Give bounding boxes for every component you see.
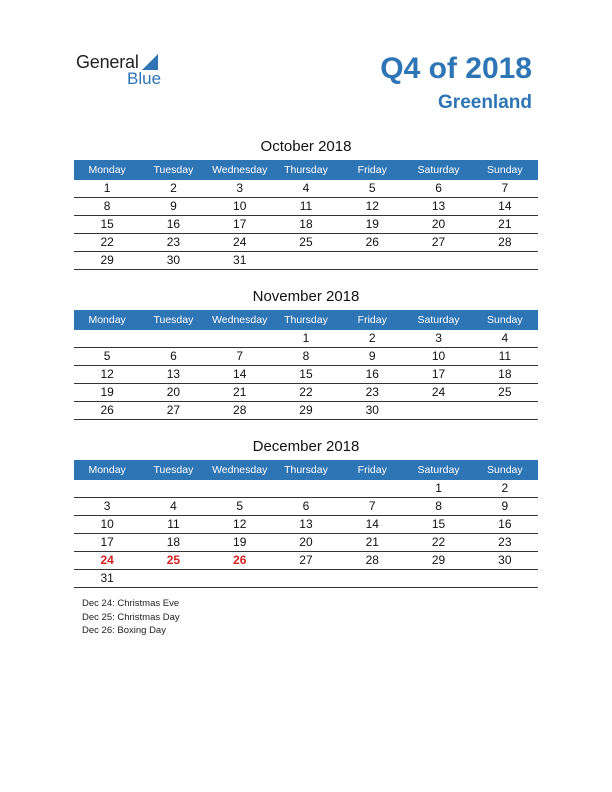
day-cell: 28 — [498, 235, 512, 249]
day-cell — [140, 330, 206, 347]
day-cell — [472, 402, 538, 419]
day-cell — [74, 480, 140, 497]
month-title: November 2018 — [252, 288, 360, 305]
day-cell: 29 — [100, 253, 114, 267]
day-cell: 3 — [435, 331, 442, 345]
day-cell: 21 — [365, 535, 379, 549]
weekday-label: Wednesday — [212, 164, 268, 176]
week-row — [74, 384, 538, 402]
day-cell: 4 — [170, 499, 177, 513]
holiday-day-cell: 25 — [166, 553, 181, 567]
day-cell: 5 — [236, 499, 244, 513]
day-cell: 28 — [365, 553, 379, 567]
month-title: October 2018 — [260, 138, 352, 155]
day-cell: 23 — [166, 235, 181, 249]
day-cell: 19 — [100, 385, 114, 399]
page-subtitle: Greenland — [438, 92, 532, 113]
day-cell: 19 — [365, 217, 379, 231]
week-row — [74, 198, 538, 216]
day-cell: 4 — [302, 181, 310, 195]
month-december — [74, 436, 538, 588]
holiday-note: Dec 26: Boxing Day — [82, 625, 166, 636]
logo — [76, 52, 186, 92]
month-october — [74, 136, 538, 270]
day-cell: 10 — [100, 517, 114, 531]
day-cell: 7 — [236, 349, 244, 363]
week-row — [74, 366, 538, 384]
week-row — [74, 402, 538, 420]
day-cell: 12 — [233, 517, 247, 531]
day-cell: 23 — [498, 535, 512, 549]
week-row — [74, 330, 538, 348]
day-cell: 8 — [435, 499, 442, 513]
day-cell: 17 — [233, 217, 247, 231]
day-cell: 30 — [166, 253, 181, 267]
holiday-note: Dec 24: Christmas Eve — [82, 598, 180, 609]
day-cell: 9 — [501, 499, 509, 513]
day-cell: 15 — [100, 217, 114, 231]
weekday-label: Thursday — [284, 464, 328, 476]
week-row — [74, 234, 538, 252]
day-cell: 12 — [365, 199, 379, 213]
day-cell: 13 — [166, 367, 181, 381]
weekday-label: Wednesday — [212, 314, 268, 326]
month-title: December 2018 — [252, 438, 360, 455]
day-cell: 21 — [233, 385, 247, 399]
day-cell: 30 — [365, 403, 379, 417]
day-cell — [207, 330, 273, 347]
weekday-label: Sunday — [487, 164, 523, 176]
day-cell: 18 — [498, 367, 512, 381]
day-cell: 11 — [167, 517, 180, 531]
day-cell: 27 — [299, 553, 313, 567]
day-cell: 15 — [299, 367, 313, 381]
day-cell: 31 — [233, 253, 247, 267]
day-cell — [140, 480, 206, 497]
week-row — [74, 216, 538, 234]
day-cell — [339, 252, 405, 269]
day-cell: 27 — [431, 235, 446, 249]
weekday-header — [74, 460, 538, 480]
day-cell: 26 — [365, 235, 379, 249]
weekday-label: Saturday — [417, 314, 460, 326]
week-row — [74, 180, 538, 198]
day-cell: 28 — [233, 403, 247, 417]
day-cell: 17 — [431, 367, 446, 381]
day-cell — [405, 570, 471, 587]
day-cell: 29 — [299, 403, 313, 417]
day-cell: 22 — [299, 385, 313, 399]
day-cell: 5 — [368, 181, 376, 195]
day-cell: 19 — [233, 535, 247, 549]
day-cell: 27 — [166, 403, 181, 417]
day-cell: 8 — [103, 199, 111, 213]
weekday-label: Saturday — [417, 164, 460, 176]
day-cell: 1 — [302, 331, 310, 345]
holiday-notes — [82, 597, 180, 638]
weekday-label: Wednesday — [212, 464, 268, 476]
weekday-label: Monday — [88, 314, 126, 326]
day-cell — [273, 570, 339, 587]
weekday-label: Sunday — [487, 464, 523, 476]
day-cell: 12 — [100, 367, 114, 381]
day-cell: 17 — [100, 535, 114, 549]
weekday-header — [74, 160, 538, 180]
weekday-label: Tuesday — [153, 164, 194, 176]
day-cell: 22 — [100, 235, 114, 249]
day-cell: 6 — [435, 181, 442, 195]
day-cell: 31 — [100, 571, 114, 585]
month-november — [74, 286, 538, 420]
day-cell: 11 — [498, 349, 512, 363]
page-title: Q4 of 2018 — [380, 52, 532, 85]
day-cell: 24 — [233, 235, 247, 249]
day-cell — [207, 570, 273, 587]
holiday-note: Dec 25: Christmas Day — [82, 611, 180, 623]
day-cell: 4 — [501, 331, 509, 345]
day-cell: 21 — [498, 217, 512, 231]
day-cell: 16 — [365, 367, 379, 381]
day-cell: 30 — [498, 553, 512, 567]
day-cell: 18 — [299, 217, 313, 231]
day-cell: 25 — [498, 385, 512, 399]
weekday-label: Tuesday — [153, 314, 194, 326]
day-cell: 2 — [368, 331, 376, 345]
day-cell: 6 — [302, 499, 310, 513]
day-cell: 6 — [170, 349, 177, 363]
day-cell: 16 — [166, 217, 181, 231]
day-cell: 29 — [431, 553, 446, 567]
day-cell: 7 — [368, 499, 376, 513]
weekday-label: Saturday — [417, 464, 460, 476]
day-cell: 23 — [365, 385, 379, 399]
week-row — [74, 570, 538, 588]
logo-blue-text: Blue — [127, 69, 162, 88]
weekday-label: Thursday — [284, 314, 328, 326]
day-cell: 5 — [103, 349, 111, 363]
day-cell: 1 — [435, 481, 442, 495]
weekday-label: Friday — [357, 464, 387, 476]
day-cell — [405, 252, 471, 269]
weekday-label: Thursday — [284, 164, 328, 176]
day-cell: 9 — [368, 349, 376, 363]
day-cell: 26 — [100, 403, 114, 417]
week-row — [74, 348, 538, 366]
day-cell: 7 — [501, 181, 509, 195]
week-row — [74, 498, 538, 516]
day-cell: 14 — [365, 517, 379, 531]
day-cell — [472, 252, 538, 269]
weekday-header — [74, 310, 538, 330]
day-cell — [140, 570, 206, 587]
week-row — [74, 480, 538, 498]
day-cell: 20 — [166, 385, 181, 399]
day-cell: 16 — [498, 517, 512, 531]
weekday-label: Friday — [357, 164, 387, 176]
day-cell: 3 — [236, 181, 244, 195]
day-cell: 15 — [431, 517, 446, 531]
day-cell: 3 — [103, 499, 111, 513]
weekday-label: Sunday — [487, 314, 523, 326]
week-row — [74, 252, 538, 270]
day-cell: 1 — [103, 181, 111, 195]
day-cell: 24 — [431, 385, 446, 399]
day-cell: 2 — [501, 481, 509, 495]
day-cell — [74, 330, 140, 347]
day-cell: 20 — [431, 217, 446, 231]
weekday-label: Tuesday — [153, 464, 194, 476]
day-cell: 9 — [170, 199, 177, 213]
day-cell: 10 — [431, 349, 446, 363]
day-cell — [273, 252, 339, 269]
day-cell — [273, 480, 339, 497]
day-cell — [405, 402, 471, 419]
logo-triangle-icon — [142, 54, 158, 70]
holiday-day-cell: 26 — [233, 553, 247, 567]
day-cell: 14 — [498, 199, 512, 213]
week-row — [74, 534, 538, 552]
holiday-day-cell: 24 — [100, 553, 114, 567]
day-cell — [339, 480, 405, 497]
day-cell: 11 — [299, 199, 313, 213]
day-cell: 13 — [431, 199, 446, 213]
week-row — [74, 552, 538, 570]
day-cell: 20 — [299, 535, 313, 549]
day-cell: 18 — [166, 535, 181, 549]
weekday-label: Monday — [88, 164, 126, 176]
day-cell: 14 — [233, 367, 247, 381]
day-cell: 8 — [302, 349, 310, 363]
day-cell — [207, 480, 273, 497]
week-row — [74, 516, 538, 534]
day-cell: 10 — [233, 199, 247, 213]
weekday-label: Friday — [357, 314, 387, 326]
day-cell — [472, 570, 538, 587]
day-cell: 25 — [299, 235, 313, 249]
day-cell — [339, 570, 405, 587]
day-cell: 22 — [431, 535, 446, 549]
logo-general-text: General — [76, 52, 139, 72]
weekday-label: Monday — [88, 464, 126, 476]
day-cell: 2 — [170, 181, 177, 195]
day-cell: 13 — [299, 517, 313, 531]
